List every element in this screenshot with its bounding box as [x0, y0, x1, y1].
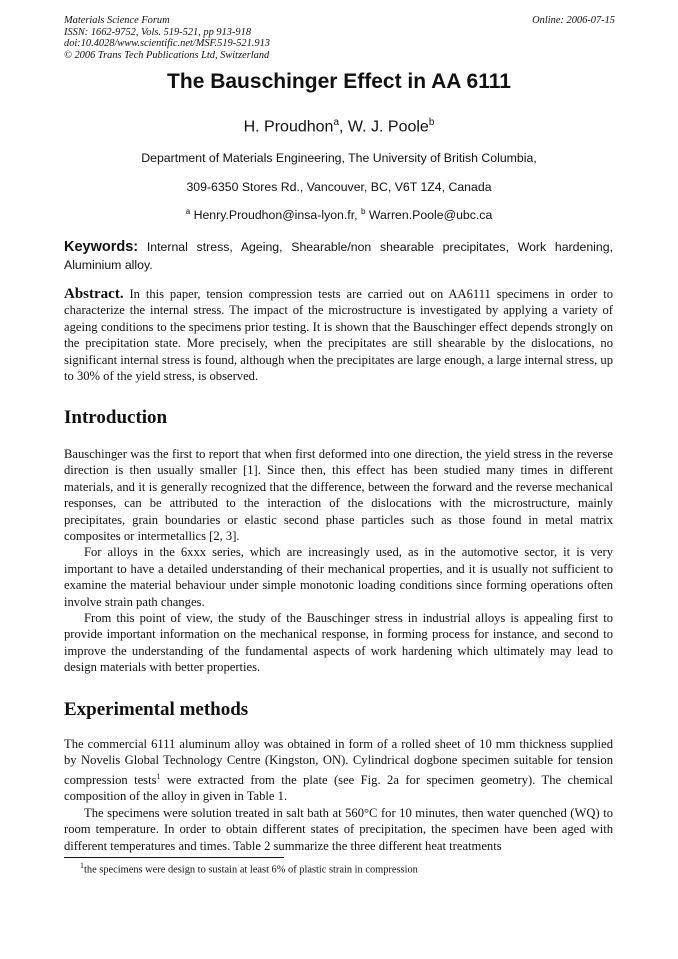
abstract-block	[64, 286, 613, 384]
affiliation-department: Department of Materials Engineering, The University of British Columbia,	[141, 151, 537, 165]
author-name: H. Proudhon	[243, 118, 334, 136]
author-separator: ,	[339, 118, 348, 136]
email-mark: a	[185, 207, 191, 216]
paragraph: For alloys in the 6xxx series, which are increasingly used, as in the automotive sector, it is very important to have a detailed understanding of their mechanical properties, and it is usually not sufficient to examine the material behaviour under simple monotonic loading conditions since forming operations often involve strain path changes.	[64, 545, 613, 609]
doi-line: doi:10.4028/www.scientific.net/MSF.519-521.913	[64, 38, 270, 50]
page-header	[64, 15, 615, 61]
paragraph-text: The commercial 6111 aluminum alloy was obtained in form of a rolled sheet of 10 mm thickness supplied by Novelis Global Technology Centre (Kingston, ON). Cylindrical dogbone specimen suitable for tension compression tests	[64, 737, 613, 787]
email-mark: b	[360, 207, 366, 216]
experimental-body	[64, 736, 613, 854]
footnote-divider	[64, 857, 284, 858]
paragraph: From this point of view, the study of the Bauschinger stress in industrial alloys is appealing first to provide important information on the mechanical response, in forming process for instance, and second to improve the understanding of the fundamental aspects of work hardening which ultimately may lead to design materials with better properties.	[64, 611, 613, 675]
keywords-text: Internal stress, Ageing, Shearable/non shearable precipitates, Work hardening, Aluminium alloy.	[64, 240, 613, 272]
keywords-label: Keywords:	[64, 239, 139, 255]
author-name: W. J. Poole	[347, 118, 429, 136]
copyright-line: © 2006 Trans Tech Publications Ltd, Switzerland	[64, 49, 270, 61]
paragraph-text: were extracted from the plate (see Fig. 2a for specimen geometry). The chemical composition of the alloy in given in Table 1.	[64, 773, 614, 804]
paragraph: The specimens were solution treated in salt bath at 560°C for 10 minutes, then water quenched (WQ) to room temperature. In order to obtain different states of precipitation, the specimen have been aged with different temperatures and times. Table 2 summarize the three different heat treatments	[64, 805, 613, 853]
footnote-text: the specimens were design to sustain at least 6% of plastic strain in compression	[84, 864, 418, 876]
abstract-label: Abstract.	[64, 286, 124, 302]
paragraph: Bauschinger was the first to report that when first deformed into one direction, the yield stress in the reverse direction is then usually smaller [1]. Since then, this effect has been studied many times in different materials, and it is generally recognized that the difference, between the forward and the reverse mechanical responses, can be attributed to the interaction of the dislocations with the microstructure, mainly precipitates, grain boundaries or elastic second phase particles such as those found in metal matrix composites or intermetallics [2, 3].	[64, 447, 613, 544]
footnote-mark[interactable]: 1	[156, 771, 161, 781]
footnote	[80, 861, 418, 875]
author-affiliation-mark: b	[428, 117, 435, 128]
paragraph	[64, 736, 613, 805]
abstract-text: In this paper, tension compression tests are carried out on AA6111 specimens in order to characterize the internal stress. The impact of the microstructure is investigated by applying a variety of ageing conditions to the specimens prior testing. It is shown that the Bauschinger effect depends strongly on the precipitation state. More precisely, when the precipitates are still shearable by the dislocations, no significant internal stress is found, although when the precipitates are large enough, a large internal stress, up to 30% of the yield stress, is observed.	[64, 287, 613, 384]
affiliation-address: 309-6350 Stores Rd., Vancouver, BC, V6T 1Z4, Canada	[186, 180, 492, 194]
issn-line: ISSN: 1662-9752, Vols. 519-521, pp 913-918	[64, 26, 252, 38]
introduction-body	[64, 446, 613, 676]
paper-title: The Bauschinger Effect in AA 6111	[167, 70, 511, 93]
author-emails	[0, 207, 678, 222]
email-link[interactable]: Henry.Proudhon@insa-lyon.fr,	[193, 208, 358, 223]
author-list	[0, 117, 678, 136]
online-date: Online: 2006-07-15	[532, 15, 615, 26]
section-heading-experimental: Experimental methods	[64, 699, 249, 720]
footnote-number: 1	[80, 861, 84, 870]
keywords-block	[64, 238, 613, 274]
email-link[interactable]: Warren.Poole@ubc.ca	[368, 208, 493, 223]
journal-name: Materials Science Forum	[64, 15, 170, 26]
section-heading-introduction: Introduction	[64, 407, 168, 428]
author-affiliation-mark: a	[333, 117, 340, 128]
